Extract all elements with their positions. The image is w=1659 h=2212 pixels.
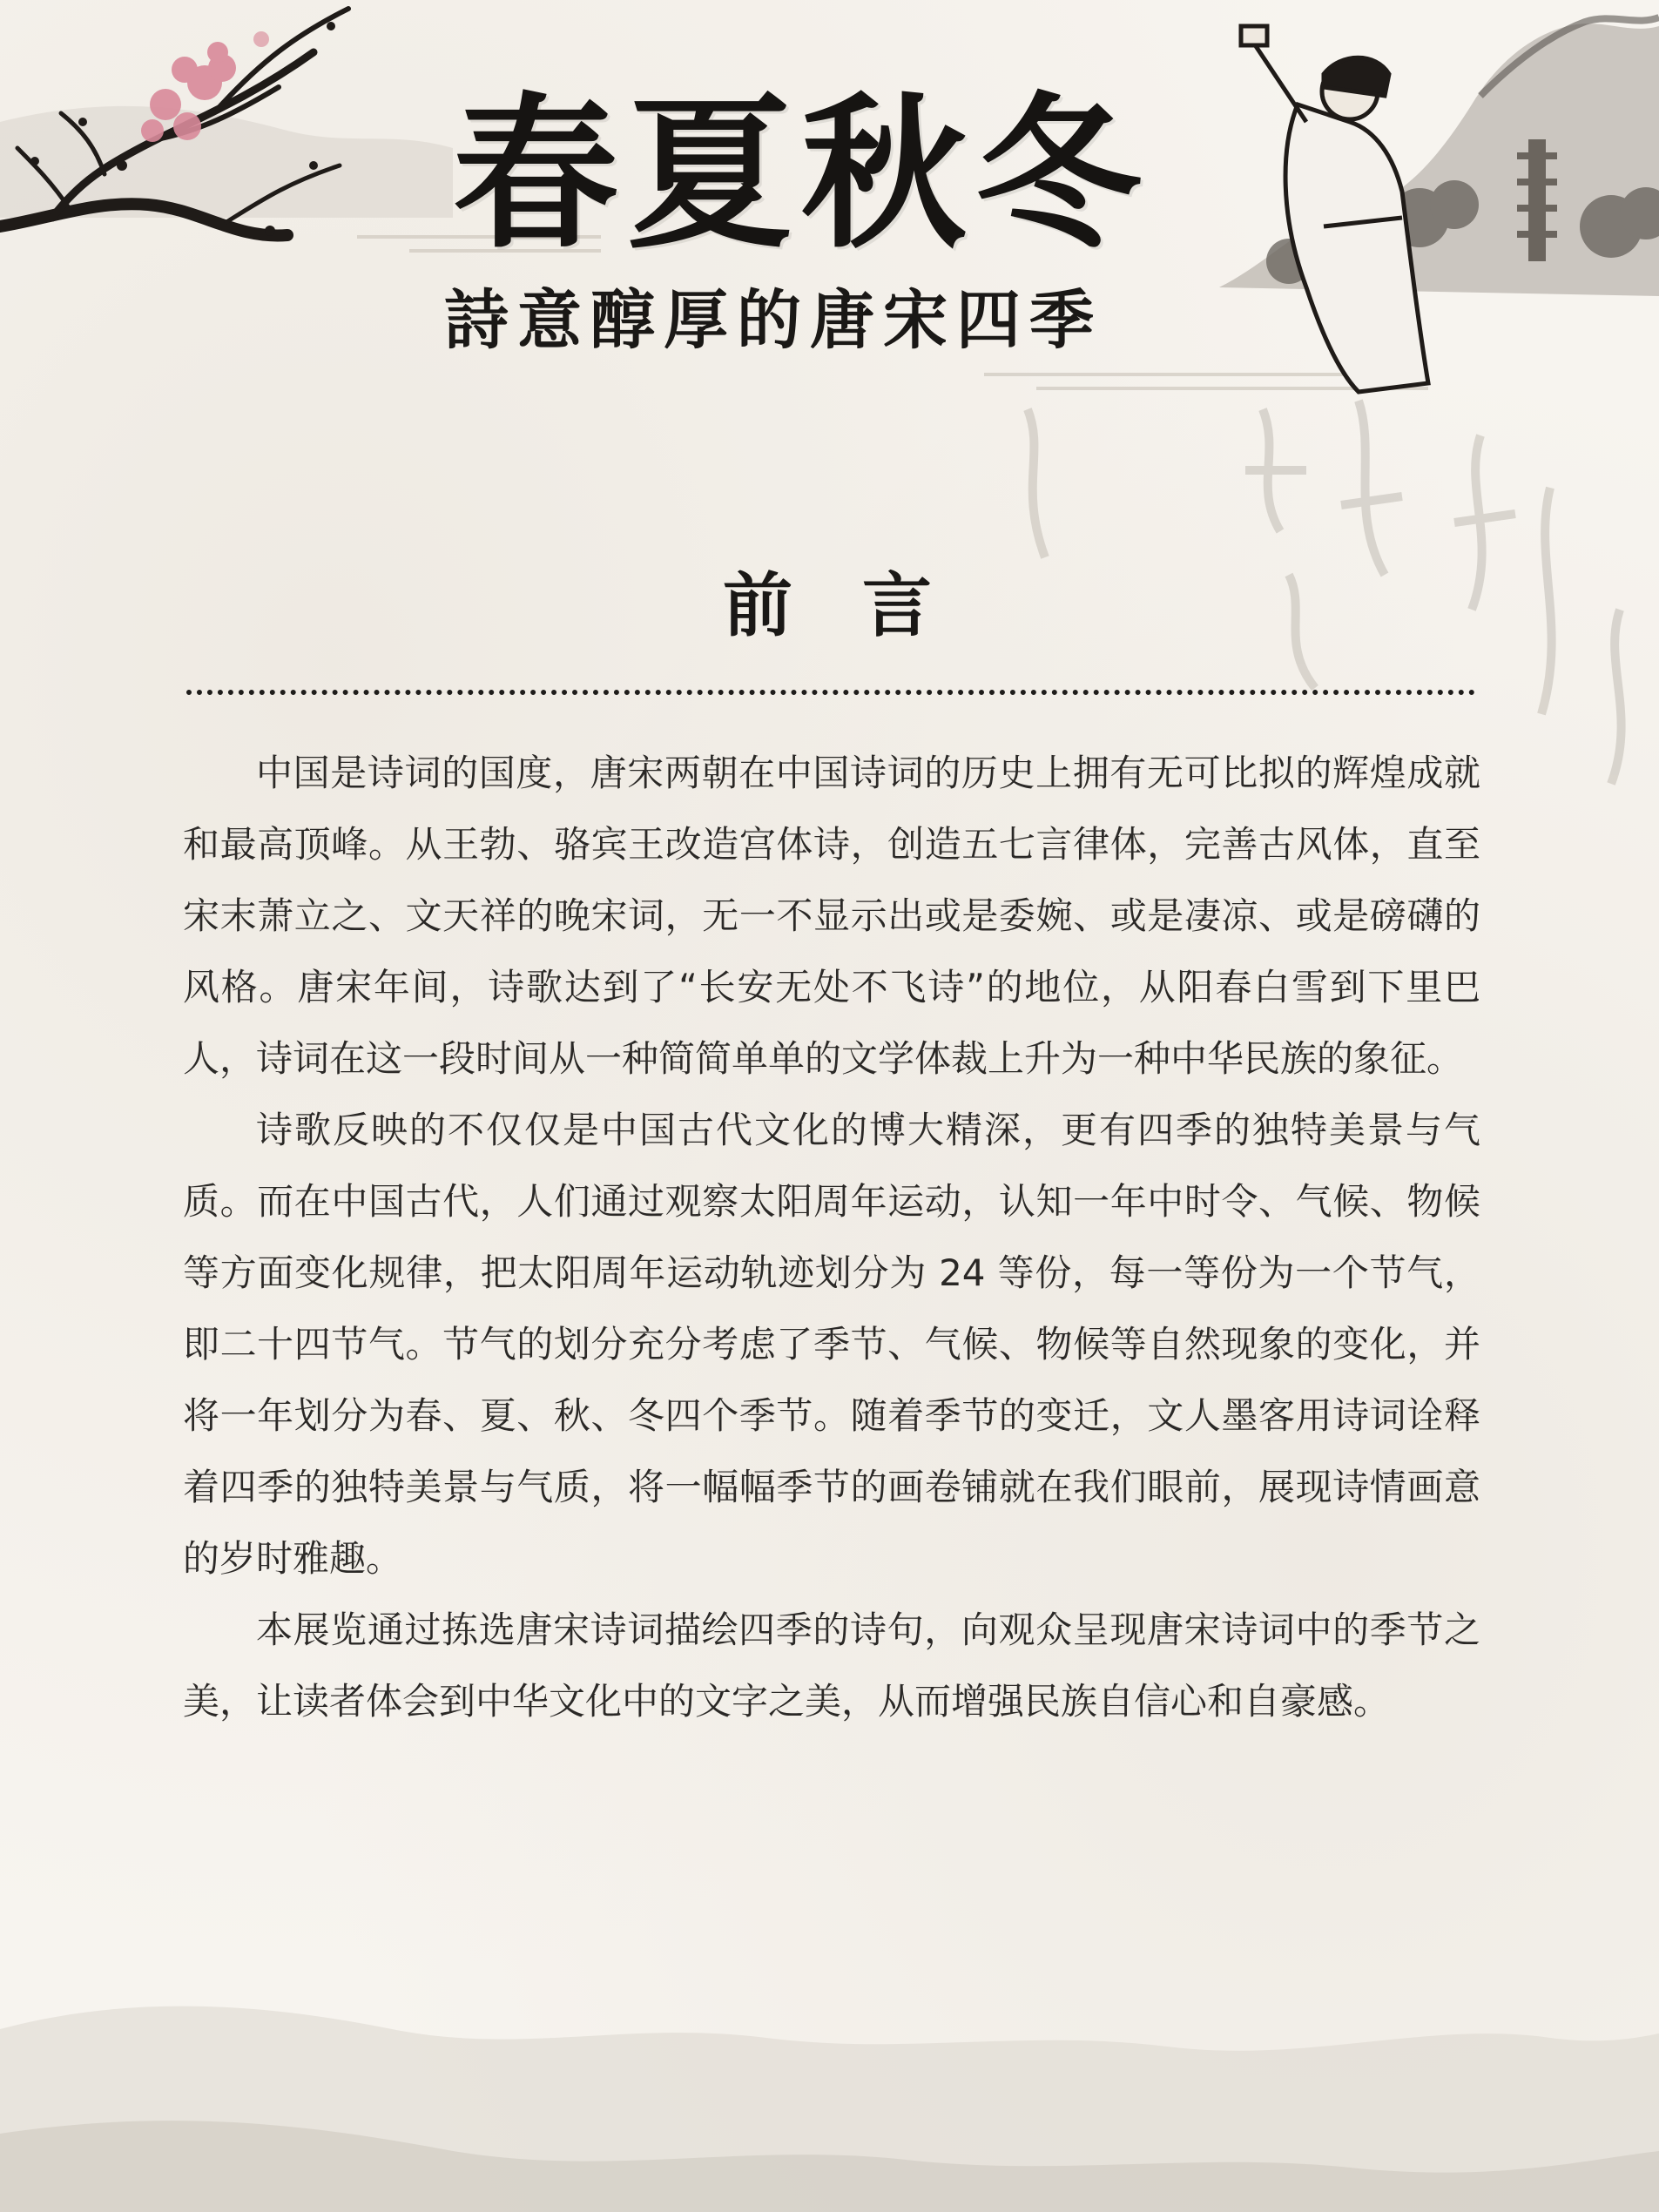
dotted-divider — [186, 690, 1475, 695]
paragraph: 中国是诗词的国度，唐宋两朝在中国诗词的历史上拥有无可比拟的辉煌成就和最高顶峰。从王勃、骆宾王改造宫体诗，创造五七言律体，完善古风体，直至宋末萧立之、文天祥的晚宋词，无一不显示出或是委婉、或是凄凉、或是磅礴的风格。唐宋年间，诗歌达到了“长安无处不飞诗”的地位，从阳春白雪到下里巴人，诗词在这一段时间从一种简简单单的文学体裁上升为一种中华民族的象征。 — [183, 752, 1480, 1080]
preface-body — [183, 738, 1480, 1737]
faint-calligraphy — [1028, 401, 1622, 784]
blossom — [172, 57, 198, 83]
blossom — [173, 112, 201, 140]
blossom — [253, 31, 269, 47]
page-subtitle: 詩意醇厚的唐宋四季 — [444, 283, 1103, 358]
paragraph: 诗歌反映的不仅仅是中国古代文化的博大精深，更有四季的独特美景与气质。而在中国古代，人们通过观察太阳周年运动，认知一年中时令、气候、物候等方面变化规律，把太阳周年运动轨迹划分为 24 等份，每一等份为一个节气，即二十四节气。节气的划分充分考虑了季节、气候、物候等自然现象的变化，并将一年划分为春、夏、秋、冬四个季节。随着季节的变迁，文人墨客用诗词诠释着四季的独特美景与气质，将一幅幅季节的画卷铺就在我们眼前，展现诗情画意的岁时雅趣。 — [183, 1109, 1480, 1580]
section-title: 前言 — [723, 564, 1001, 646]
page-title: 春夏秋冬 — [453, 77, 1150, 271]
scholar-figure — [1241, 26, 1428, 392]
paragraph: 本展览通过拣选唐宋诗词描绘四季的诗句，向观众呈现唐宋诗词中的季节之美，让读者体会到中华文化中的文字之美，从而增强民族自信心和自豪感。 — [183, 1608, 1480, 1723]
blossom — [207, 42, 228, 63]
blossom — [141, 119, 164, 142]
blossom — [150, 89, 181, 120]
